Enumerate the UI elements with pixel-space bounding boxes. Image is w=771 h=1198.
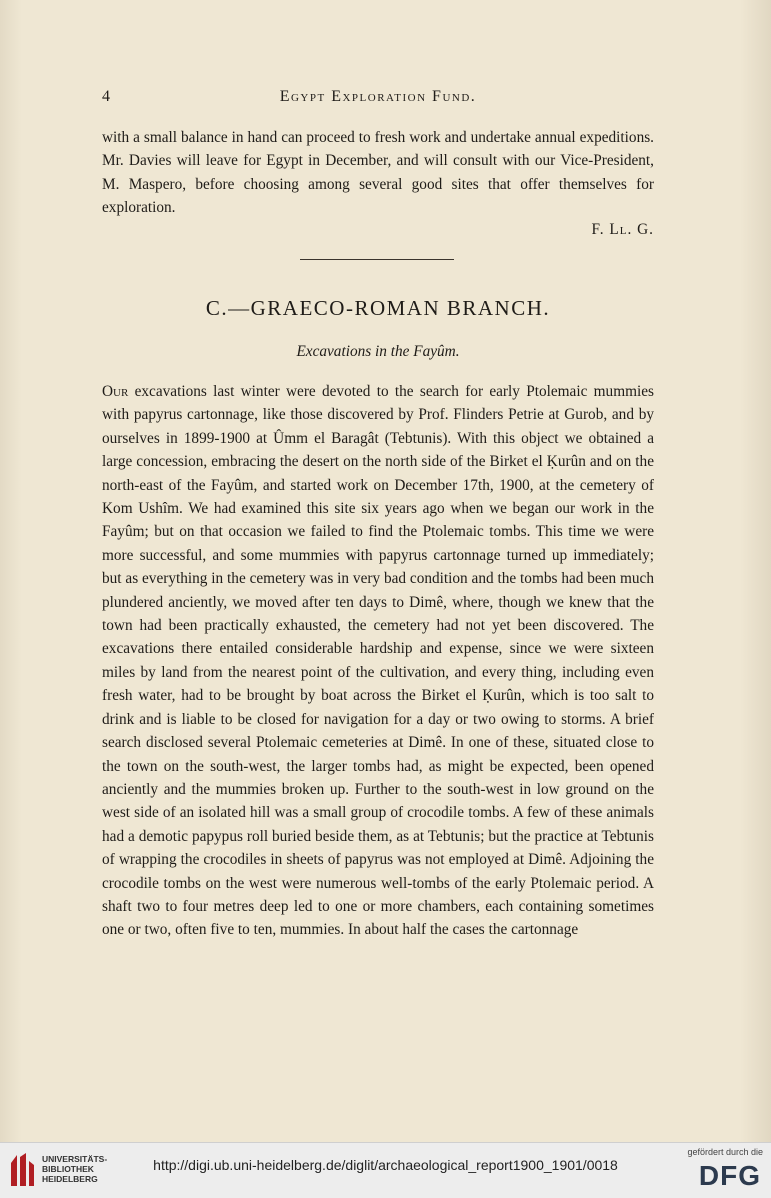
body-paragraph <box>102 380 654 942</box>
library-name-line: HEIDELBERG <box>42 1174 98 1184</box>
dfg-logo: DFG <box>698 1160 761 1191</box>
signature: F. Ll. G. <box>591 221 654 238</box>
body-text: excavations last winter were devoted to the search for early Ptolemaic mummies with papyrus cartonnage, like those discovered by Prof. Flinders Petrie at Gurob, and by ourselves in 1899-1900 at Ûmm el Baragât (Tebtunis). With this object we obtained a large concession, embracing the desert on the north side of the Birket el Ḳurûn and on the north-east of the Fayûm, and started work on December 17th, 1900, at the cemetery of Kom Ushîm. We had examined this site six years ago when we began our work in the Fayûm; but on that occasion we failed to find the Ptolemaic tombs. This time we were more successful, and some mummies with papyrus cartonnage turned up immediately; but as everything in the cemetery was in very bad condition and the tombs had been much plundered anciently, we moved after ten days to Dimê, where, though we knew that the town had been practically exhausted, the cemetery had not yet been discovered. The excavations there entailed considerable hardship and expense, since we were sixteen miles by land from the nearest point of the cultivation, and every thing, including even fresh water, had to be brought by boat across the Birket el Ḳurûn, which is too salt to drink and is liable to be closed for navigation for a day or two owing to storms. A brief search disclosed several Ptolemaic cemeteries at Dimê. In one of these, situated close to the town on the south-west, the larger tombs had, as might be expected, been opened anciently and the mummies broken up. Further to the south-west in low ground on the west side of an isolated hill was a small group of crocodile tombs. A few of these animals had a demotic papypus roll buried beside them, as at Tebtunis; but the practice at Tebtunis of wrapping the crocodiles in sheets of papyrus was not employed at Dimê. Adjoining the crocodile tombs on the west were numerous well-tombs of the early Ptolemaic period. A shaft two to four metres deep led to one or more chambers, each containing sometimes one or two, often five to ten, mummies. In about half the cases the cartonnage <box>102 383 654 939</box>
first-word: Our <box>102 383 129 400</box>
running-head-title: Egypt Exploration Fund. <box>279 88 477 105</box>
body-text-block <box>102 380 654 942</box>
library-name-line: BIBLIOTHEK <box>42 1164 94 1174</box>
permalink-url[interactable]: http://digi.ub.uni-heidelberg.de/diglit/archaeological_report1900_1901/0018 <box>153 1157 618 1173</box>
section-heading: C.—GRAECO-ROMAN BRANCH. <box>205 296 551 320</box>
library-name-line: UNIVERSITÄTS- <box>42 1154 108 1164</box>
intro-paragraph: with a small balance in hand can proceed to fresh work and undertake annual expeditions. Mr. Davies will leave for Egypt in December, and will consult with our Vice-President, M. Maspero, before choosing among several good sites that offer themselves for exploration. <box>102 129 654 217</box>
running-head <box>102 88 654 112</box>
separator-rule <box>300 259 454 260</box>
page-number: 4 <box>102 88 111 105</box>
section-subheading: Excavations in the Fayûm. <box>296 343 460 360</box>
footer-bar <box>0 1142 771 1198</box>
sponsor-note: gefördert durch die <box>687 1147 763 1157</box>
intro-paragraph-block <box>102 126 654 220</box>
